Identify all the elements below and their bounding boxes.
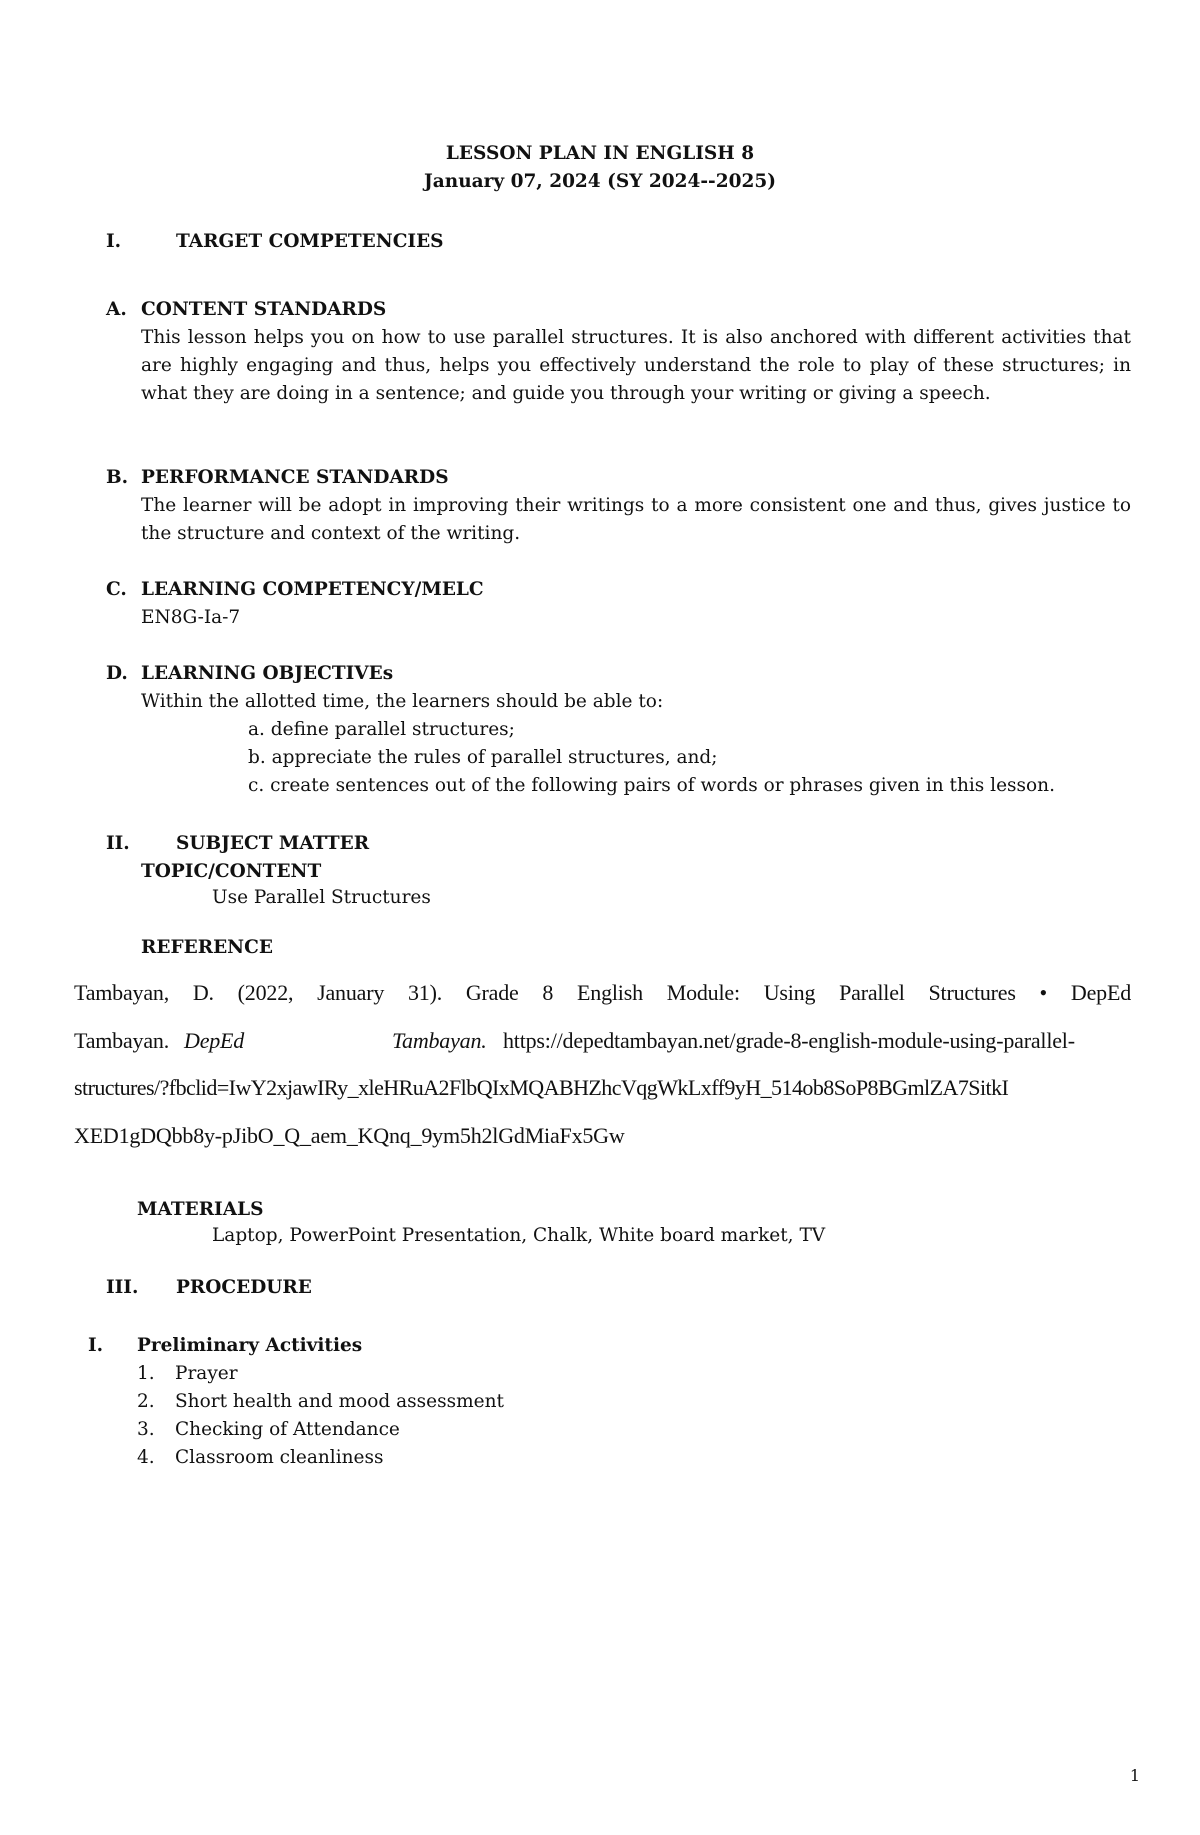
list-number: 3. (137, 1419, 155, 1440)
activity-title: Preliminary Activities (137, 1335, 363, 1356)
subsection-title: CONTENT STANDARDS (141, 299, 387, 320)
topic-label: TOPIC/CONTENT (141, 861, 322, 882)
list-item (137, 1416, 504, 1444)
materials-value: Laptop, PowerPoint Presentation, Chalk, White board market, TV (212, 1225, 826, 1246)
preliminary-list (137, 1360, 504, 1472)
reference-line: Tambayan, D. (2022, January 31). Grade 8 English Module: Using Parallel Structures • DepEd (74, 980, 1131, 1005)
list-item (137, 1388, 504, 1416)
list-text: Prayer (175, 1363, 238, 1384)
activity-number: I. (88, 1335, 104, 1356)
list-item (137, 1444, 504, 1472)
performance-standards-text: The learner will be adopt in improving their writings to a more consistent one and thus, gives justice to the structure and context of the writing. (141, 495, 1131, 544)
list-number: 2. (137, 1391, 155, 1412)
content-standards-text: This lesson helps you on how to use parallel structures. It is also anchored with different activities that are highly engaging and thus, helps you effectively understand the role to play of these structures; in what they are doing in a sentence; and guide you through your writing or giving a speech. (141, 327, 1131, 404)
section-title: PROCEDURE (176, 1277, 312, 1298)
list-text: Short health and mood assessment (175, 1391, 504, 1412)
section-title: TARGET COMPETENCIES (176, 231, 444, 252)
list-text: Classroom cleanliness (175, 1447, 384, 1468)
subsection-title: LEARNING OBJECTIVEs (141, 663, 394, 684)
topic-value: Use Parallel Structures (212, 887, 431, 908)
reference-author: Tambayan. (74, 1028, 170, 1053)
section-number: III. (106, 1277, 139, 1298)
objectives-intro: Within the allotted time, the learners should be able to: (141, 691, 664, 712)
page-number: 1 (1129, 1766, 1140, 1785)
objective-item: b. appreciate the rules of parallel structures, and; (248, 747, 718, 768)
list-number: 4. (137, 1447, 155, 1468)
competency-code: EN8G-Ia-7 (141, 607, 241, 628)
subsection-letter: C. (106, 579, 127, 600)
objective-item: c. create sentences out of the following pairs of words or phrases given in this lesson. (248, 775, 1055, 796)
section-title: SUBJECT MATTER (176, 833, 370, 854)
list-item (137, 1360, 504, 1388)
materials-label: MATERIALS (137, 1199, 264, 1220)
list-text: Checking of Attendance (175, 1419, 400, 1440)
subsection-title: PERFORMANCE STANDARDS (141, 467, 449, 488)
document-title: LESSON PLAN IN ENGLISH 8 (445, 143, 755, 164)
section-number: I. (106, 231, 122, 252)
reference-site: Tambayan. (392, 1028, 487, 1053)
subsection-letter: A. (106, 299, 127, 320)
section-number: II. (106, 833, 130, 854)
reference-url[interactable]: structures/?fbclid=IwY2xjawIRy_xleHRuA2FlbQIxMQABHZhcVqgWkLxff9yH_514ob8SoP8BGmlZA7SitkI (74, 1075, 1009, 1100)
reference-label: REFERENCE (141, 937, 273, 958)
subsection-title: LEARNING COMPETENCY/MELC (141, 579, 484, 600)
reference-url[interactable]: https://depedtambayan.net/grade-8-english-module-using-parallel- (503, 1028, 1075, 1053)
list-number: 1. (137, 1363, 155, 1384)
reference-url[interactable]: XED1gDQbb8y-pJibO_Q_aem_KQnq_9ym5h2lGdMiaFx5Gw (74, 1123, 625, 1148)
subsection-letter: D. (106, 663, 128, 684)
reference-site: DepEd (184, 1028, 245, 1053)
document-date: January 07, 2024 (SY 2024--2025) (424, 171, 776, 192)
subsection-letter: B. (106, 467, 129, 488)
objective-item: a. define parallel structures; (248, 719, 515, 740)
